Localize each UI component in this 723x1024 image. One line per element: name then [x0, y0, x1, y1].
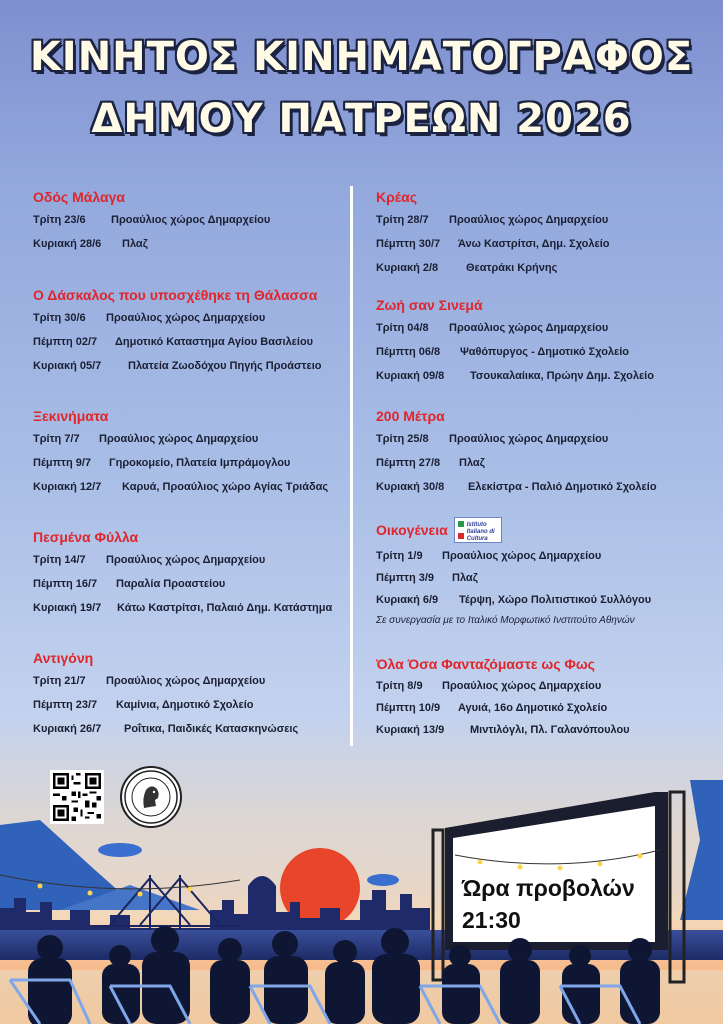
screening-day: Τρίτη 04/8	[376, 322, 429, 334]
screening-place: Προαύλιος χώρος Δημαρχείου	[449, 322, 609, 334]
screening-day: Τρίτη 23/6	[33, 214, 86, 226]
screening-day: Κυριακή 05/7	[33, 360, 102, 372]
screening-day: Τρίτη 14/7	[33, 554, 86, 566]
screening-row	[376, 567, 716, 589]
screening-place: Θεατράκι Κρήνης	[466, 262, 558, 274]
screening-row	[33, 427, 348, 451]
screening-row	[33, 306, 348, 330]
partnership-note: Σε συνεργασία με το Ιταλικό Μορφωτικό Ινστιτούτο Αθηνών	[376, 614, 635, 626]
film-block	[33, 186, 348, 284]
screening-place: Αγυιά, 16ο Δημοτικό Σχολείο	[458, 702, 608, 714]
screening-row	[33, 354, 348, 378]
screening-place: Ροΐτικα, Παιδικές Κατασκηνώσεις	[124, 723, 299, 735]
screening-row	[376, 719, 716, 741]
screening-place: Προαύλιος χώρος Δημαρχείου	[106, 312, 266, 324]
screening-day: Πέμπτη 9/7	[33, 457, 92, 469]
screening-place: Ελεκίστρα - Παλιό Δημοτικό Σχολείο	[468, 481, 657, 493]
screening-time-value: 21:30	[462, 907, 521, 933]
screening-place: Πλαζ	[122, 238, 148, 250]
film-title: Πεσμένα Φύλλα	[33, 529, 139, 545]
film-block	[376, 405, 716, 515]
screening-place: Προαύλιος χώρος Δημαρχείου	[442, 680, 602, 692]
left-schedule-column	[33, 186, 348, 747]
screening-day: Πέμπτη 27/8	[376, 457, 441, 469]
screening-row	[33, 208, 348, 232]
screening-place: Ψαθόπυργος - Δημοτικό Σχολείο	[460, 346, 630, 358]
screening-place: Παραλία Προαστείου	[116, 578, 226, 590]
screening-day: Πέμπτη 10/9	[376, 702, 441, 714]
screening-day: Κυριακή 19/7	[33, 602, 102, 614]
screening-row	[376, 427, 716, 451]
screening-place: Προαύλιος χώρος Δημαρχείου	[449, 433, 609, 445]
screening-row	[376, 451, 716, 475]
screening-row	[376, 232, 716, 256]
screening-place: Άνω Καστρίτσι, Δημ. Σχολείο	[458, 238, 610, 250]
screening-day: Πέμπτη 30/7	[376, 238, 441, 250]
screening-row	[33, 330, 348, 354]
screening-row	[376, 364, 716, 388]
screening-day: Τρίτη 28/7	[376, 214, 429, 226]
screening-day: Πέμπτη 3/9	[376, 572, 435, 584]
screening-day: Πέμπτη 02/7	[33, 336, 98, 348]
screening-day: Τρίτη 30/6	[33, 312, 86, 324]
film-block	[376, 186, 716, 294]
screening-place: Γηροκομείο, Πλατεία Ιμπράμογλου	[109, 457, 291, 469]
screening-row	[376, 340, 716, 364]
screening-row	[33, 232, 348, 256]
screening-place: Προαύλιος χώρος Δημαρχείου	[442, 550, 602, 562]
film-block	[33, 405, 348, 526]
film-block	[376, 515, 716, 653]
screening-row	[33, 475, 348, 499]
screening-place: Καμίνια, Δημοτικό Σχολείο	[116, 699, 254, 711]
screening-day: Τρίτη 25/8	[376, 433, 429, 445]
screening-time-label: Ώρα προβολών	[462, 875, 635, 901]
film-block	[376, 294, 716, 405]
film-title: Ο Δάσκαλος που υποσχέθηκε τη Θάλασσα	[33, 287, 318, 303]
film-block	[33, 647, 348, 747]
municipality-seal-icon	[120, 766, 182, 828]
film-title	[376, 515, 716, 545]
screening-place: Προαύλιος χώρος Δημαρχείου	[449, 214, 609, 226]
film-block	[33, 284, 348, 405]
poster-title-line2: ΔΗΜΟΥ ΠΑΤΡΕΩΝ 2026	[91, 96, 632, 142]
screening-day: Τρίτη 8/9	[376, 680, 423, 692]
column-divider	[350, 186, 353, 746]
italian-flag-icon	[458, 521, 464, 539]
screening-place: Προαύλιος χώρος Δημαρχείου	[106, 554, 266, 566]
screening-place: Δημοτικό Καταστημα Αγίου Βασιλείου	[115, 336, 314, 348]
screening-place: Καρυά, Προαύλιος χώρο Αγίας Τριάδας	[122, 481, 329, 493]
screening-row	[376, 316, 716, 340]
screening-row	[376, 475, 716, 499]
qr-code-icon[interactable]	[50, 770, 104, 824]
film-title: Οδός Μάλαγα	[33, 189, 125, 205]
screening-place: Τσουκαλαίικα, Πρώην Δημ. Σχολείο	[470, 370, 654, 382]
screening-day: Κυριακή 30/8	[376, 481, 445, 493]
film-block	[376, 653, 716, 753]
film-title: 200 Μέτρα	[376, 408, 445, 424]
film-title-text: Οικογένεια	[376, 522, 448, 538]
screening-day: Πέμπτη 16/7	[33, 578, 98, 590]
screening-day: Κυριακή 09/8	[376, 370, 445, 382]
right-schedule-column	[376, 186, 716, 753]
cloud-icon	[367, 874, 399, 886]
screening-day: Κυριακή 6/9	[376, 594, 439, 606]
italian-institute-logo-text: Istituto Italiano di Cultura	[466, 522, 495, 542]
film-title: Αντιγόνη	[33, 650, 94, 666]
italian-institute-logo	[454, 517, 502, 543]
film-title: Ζωή σαν Σινεμά	[376, 297, 483, 313]
screening-row	[376, 589, 716, 611]
screening-place: Προαύλιος χώρος Δημαρχείου	[111, 214, 271, 226]
poster-title-line1: ΚΙΝΗΤΟΣ ΚΙΝΗΜΑΤΟΓΡΑΦΟΣ	[29, 34, 694, 80]
screening-day: Πέμπτη 06/8	[376, 346, 441, 358]
screening-row	[376, 208, 716, 232]
film-title: Ξεκινήματα	[33, 408, 109, 424]
film-block	[33, 526, 348, 647]
screening-place: Τέρψη, Χώρο Πολιτιστικού Συλλόγου	[459, 594, 652, 606]
screening-day: Πέμπτη 23/7	[33, 699, 98, 711]
screening-place: Προαύλιος χώρος Δημαρχείου	[99, 433, 259, 445]
screening-day: Κυριακή 28/6	[33, 238, 102, 250]
screening-row	[33, 717, 348, 741]
screening-day: Τρίτη 21/7	[33, 675, 86, 687]
screening-row	[33, 596, 348, 620]
screening-place: Μιντιλόγλι, Πλ. Γαλανόπουλου	[470, 724, 630, 736]
cloud-icon	[98, 843, 142, 857]
screening-row	[376, 545, 716, 567]
screening-row	[33, 548, 348, 572]
screening-day: Τρίτη 1/9	[376, 550, 423, 562]
screening-place: Πλαζ	[459, 457, 485, 469]
screening-row	[33, 693, 348, 717]
screening-day: Κυριακή 2/8	[376, 262, 439, 274]
screening-row	[33, 572, 348, 596]
screening-row	[376, 675, 716, 697]
screening-day: Κυριακή 13/9	[376, 724, 445, 736]
screening-row	[33, 669, 348, 693]
screening-day: Τρίτη 7/7	[33, 433, 80, 445]
film-title: Κρέας	[376, 189, 417, 205]
screening-place: Πλατεία Ζωοδόχου Πηγής Προάστειο	[128, 360, 322, 372]
screening-row	[33, 451, 348, 475]
screening-time-text	[462, 872, 635, 936]
screening-day: Κυριακή 26/7	[33, 723, 102, 735]
screening-row	[376, 697, 716, 719]
screening-day: Κυριακή 12/7	[33, 481, 102, 493]
film-title: Όλα Όσα Φανταζόμαστε ως Φως	[376, 656, 595, 672]
screening-place: Προαύλιος χώρος Δημαρχείου	[106, 675, 266, 687]
screening-row	[376, 256, 716, 280]
screening-place: Κάτω Καστρίτσι, Παλαιό Δημ. Κατάστημα	[117, 602, 333, 614]
screening-place: Πλαζ	[452, 572, 478, 584]
